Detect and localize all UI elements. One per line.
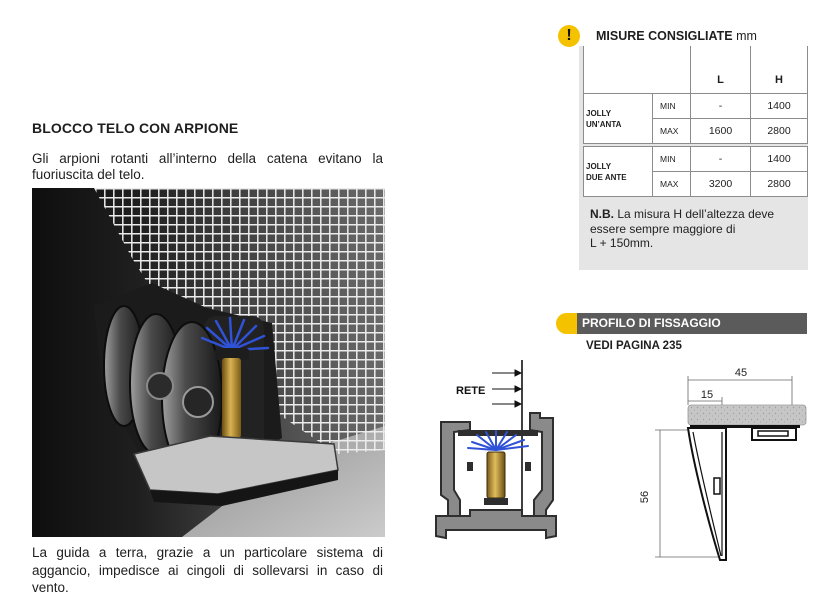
photo-disc-hub: [147, 373, 173, 399]
crossbar: [458, 430, 538, 436]
profile-title: PROFILO DI FISSAGGIO: [582, 316, 721, 330]
measures-title: [596, 29, 757, 43]
width-value: -: [691, 147, 750, 171]
model-name: [584, 94, 652, 143]
section-title: BLOCCO TELO CON ARPIONE: [32, 120, 239, 136]
section-drawing: [430, 350, 560, 545]
height-value: 2800: [751, 119, 807, 143]
cylinder: [487, 452, 505, 498]
model-name-line: JOLLY: [586, 161, 612, 171]
model-name-line: DUE ANTE: [586, 172, 627, 182]
profile-drawing: [630, 358, 810, 563]
note-text: La misura H dell’altezza deve essere sempre maggiore di: [590, 207, 775, 236]
photo-disc-hub: [183, 387, 213, 417]
arrow-icon: [492, 370, 521, 407]
height-value: 1400: [751, 147, 807, 171]
note-formula: L + 150mm.: [590, 236, 654, 250]
width-value: 3200: [691, 172, 750, 196]
warning-icon: !: [558, 25, 580, 47]
model-name: [584, 147, 652, 196]
connector: [525, 462, 531, 471]
mesh-label: RETE: [456, 385, 486, 397]
page-reference: VEDI PAGINA 235: [586, 340, 682, 352]
size-group: [583, 93, 808, 144]
header-empty-cell: [584, 46, 690, 93]
dimension-height: 56: [639, 490, 651, 504]
photo-cylinder: [222, 358, 241, 438]
header-width: L: [691, 46, 750, 93]
cylinder-base: [484, 498, 508, 505]
left-post: [441, 422, 470, 516]
width-value: 1600: [691, 119, 750, 143]
measures-note: [590, 207, 795, 251]
caption-paragraph: La guida a terra, grazie a un particolare sistema di aggancio, impedisce ai cingoli di sollevarsi in caso di vento.: [32, 545, 383, 595]
height-value: 2800: [751, 172, 807, 196]
width-value: -: [691, 94, 750, 118]
row-label: MIN: [653, 147, 690, 171]
note-label: N.B.: [590, 207, 614, 221]
intro-paragraph: Gli arpioni rotanti all’interno della catena evitano la fuoriuscita del telo.: [32, 151, 383, 182]
model-name-line: JOLLY: [586, 108, 612, 118]
header-height: H: [751, 46, 807, 93]
measures-title-text: MISURE CONSIGLIATE: [596, 29, 733, 43]
row-label: MAX: [653, 172, 690, 196]
row-label: MIN: [653, 94, 690, 118]
profile-notch: [714, 478, 720, 494]
connector: [467, 462, 473, 471]
measures-box: [579, 46, 808, 270]
size-group: [583, 146, 808, 197]
dimension-partial-width: 15: [700, 389, 714, 401]
measures-table-header: [583, 46, 808, 93]
floor-slab: [688, 405, 806, 425]
height-value: 1400: [751, 94, 807, 118]
product-photo: [32, 188, 385, 537]
dimension-overall-width: 45: [734, 367, 748, 379]
row-label: MAX: [653, 119, 690, 143]
model-name-line: UN’ANTA: [586, 119, 622, 129]
measures-unit: mm: [736, 29, 757, 43]
right-post: [530, 413, 553, 516]
